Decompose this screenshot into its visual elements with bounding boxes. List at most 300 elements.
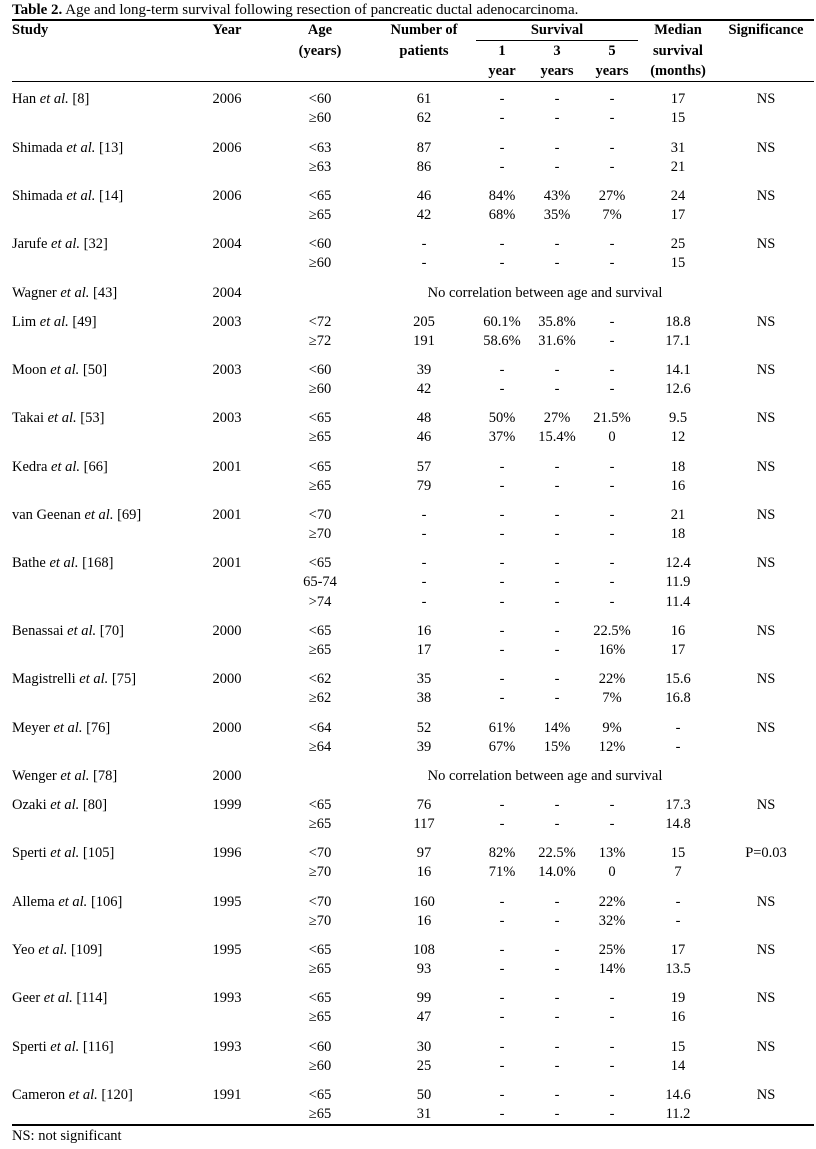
- study-et-al: et al.: [62, 188, 96, 204]
- cell-survival-3yr: -: [554, 507, 560, 523]
- study-name: [12, 767, 117, 785]
- cell-survival-5yr: -: [609, 797, 615, 813]
- study-year: 2006: [212, 188, 242, 204]
- cell-patients: 39: [416, 362, 432, 378]
- cell-age: <70: [308, 894, 332, 910]
- cell-survival-5yr: -: [609, 362, 615, 378]
- study-significance: NS: [756, 459, 776, 475]
- cell-survival-1yr: -: [499, 1058, 505, 1074]
- cell-patients: 108: [413, 942, 435, 958]
- cell-survival-1yr: 60.1%: [483, 314, 521, 330]
- header-3yr-unit: years: [540, 63, 574, 79]
- study-name: [12, 313, 97, 331]
- study-name: [12, 554, 114, 572]
- cell-survival-3yr: -: [554, 594, 560, 610]
- cell-median-survival: 11.4: [665, 594, 691, 610]
- cell-age: ≥60: [308, 1058, 332, 1074]
- cell-survival-1yr: 58.6%: [483, 333, 521, 349]
- cell-survival-3yr: 43%: [543, 188, 571, 204]
- cell-survival-3yr: -: [554, 1009, 560, 1025]
- cell-survival-5yr: -: [609, 526, 615, 542]
- study-reference: [53]: [76, 410, 105, 426]
- study-significance: NS: [756, 91, 776, 107]
- cell-survival-5yr: 0: [608, 429, 616, 445]
- study-reference: [109]: [67, 942, 103, 958]
- cell-age: ≥70: [308, 913, 332, 929]
- study-reference: [120]: [97, 1087, 133, 1103]
- study-et-al: et al.: [36, 314, 69, 330]
- cell-survival-3yr: -: [554, 555, 560, 571]
- cell-survival-3yr: -: [554, 1039, 560, 1055]
- study-year: 2003: [212, 410, 242, 426]
- study-significance: NS: [756, 990, 776, 1006]
- cell-survival-1yr: -: [499, 159, 505, 175]
- study-author: Wagner: [12, 285, 57, 301]
- cell-patients: 16: [416, 913, 432, 929]
- study-reference: [49]: [68, 314, 97, 330]
- header-age: Age: [307, 22, 333, 38]
- study-et-al: et al.: [46, 362, 80, 378]
- cell-median-survival: -: [675, 739, 681, 755]
- cell-median-survival: 17.3: [665, 797, 691, 813]
- cell-survival-3yr: 35%: [543, 207, 571, 223]
- study-author: Jarufe: [12, 236, 48, 252]
- cell-age: ≥60: [308, 255, 332, 271]
- cell-survival-1yr: 37%: [488, 429, 516, 445]
- study-author: Shimada: [12, 140, 63, 156]
- study-year: 2004: [212, 285, 242, 301]
- study-name: [12, 670, 136, 688]
- cell-age: ≥72: [308, 333, 332, 349]
- study-significance: NS: [756, 236, 776, 252]
- cell-survival-1yr: -: [499, 642, 505, 658]
- cell-age: ≥63: [308, 159, 332, 175]
- cell-survival-5yr: 22%: [598, 671, 626, 687]
- cell-survival-5yr: 0: [608, 864, 616, 880]
- study-author: Magistrelli: [12, 671, 76, 687]
- cell-survival-1yr: -: [499, 526, 505, 542]
- study-et-al: et al.: [65, 1087, 98, 1103]
- cell-survival-1yr: -: [499, 690, 505, 706]
- cell-survival-1yr: -: [499, 623, 505, 639]
- cell-median-survival: 17: [670, 91, 686, 107]
- cell-survival-5yr: -: [609, 1106, 615, 1122]
- cell-patients: 97: [416, 845, 432, 861]
- study-year: 2001: [212, 459, 242, 475]
- cell-survival-1yr: -: [499, 362, 505, 378]
- cell-survival-3yr: -: [554, 913, 560, 929]
- cell-survival-3yr: -: [554, 526, 560, 542]
- study-year: 2000: [212, 720, 242, 736]
- study-author: Cameron: [12, 1087, 66, 1103]
- cell-median-survival: 11.9: [665, 574, 691, 590]
- cell-survival-3yr: -: [554, 690, 560, 706]
- study-name: [12, 719, 110, 737]
- study-reference: [69]: [113, 507, 142, 523]
- cell-median-survival: 17: [670, 207, 686, 223]
- study-year: 2006: [212, 140, 242, 156]
- study-reference: [114]: [72, 990, 108, 1006]
- cell-survival-5yr: 14%: [598, 961, 626, 977]
- cell-patients: 87: [416, 140, 432, 156]
- cell-survival-1yr: 84%: [488, 188, 516, 204]
- cell-survival-3yr: 22.5%: [538, 845, 576, 861]
- cell-age: <65: [308, 1087, 332, 1103]
- header-survival: Survival: [530, 22, 584, 38]
- cell-survival-3yr: -: [554, 140, 560, 156]
- cell-survival-5yr: 32%: [598, 913, 626, 929]
- study-author: Yeo: [12, 942, 35, 958]
- cell-survival-1yr: 61%: [488, 720, 516, 736]
- cell-patients: 42: [416, 207, 432, 223]
- study-name: [12, 1038, 114, 1056]
- cell-survival-3yr: -: [554, 894, 560, 910]
- study-significance: NS: [756, 1087, 776, 1103]
- cell-survival-3yr: 15%: [543, 739, 571, 755]
- cell-age: ≥65: [308, 478, 332, 494]
- study-author: Bathe: [12, 555, 46, 571]
- cell-patients: -: [421, 526, 427, 542]
- cell-median-survival: 21: [670, 159, 686, 175]
- study-reference: [32]: [80, 236, 108, 252]
- study-author: Geer: [12, 990, 41, 1006]
- study-author: Meyer: [12, 720, 50, 736]
- cell-survival-1yr: -: [499, 110, 505, 126]
- cell-survival-1yr: -: [499, 594, 505, 610]
- cell-survival-3yr: 15.4%: [538, 429, 576, 445]
- cell-patients: -: [421, 574, 427, 590]
- cell-median-survival: 18: [670, 459, 686, 475]
- study-name: [12, 893, 122, 911]
- study-name: [12, 235, 108, 253]
- cell-median-survival: 25: [670, 236, 686, 252]
- header-3yr: 3: [553, 43, 561, 59]
- cell-patients: 35: [416, 671, 432, 687]
- cell-survival-1yr: -: [499, 236, 505, 252]
- cell-survival-5yr: -: [609, 594, 615, 610]
- header-5yr: 5: [608, 43, 616, 59]
- cell-survival-5yr: 12%: [598, 739, 626, 755]
- cell-survival-3yr: -: [554, 797, 560, 813]
- cell-median-survival: 14.6: [665, 1087, 691, 1103]
- cell-age: <62: [308, 671, 332, 687]
- study-et-al: et al.: [46, 797, 80, 813]
- study-reference: [78]: [89, 768, 118, 784]
- study-name: [12, 796, 107, 814]
- table-label: Table 2.: [12, 2, 63, 18]
- study-author: Benassai: [12, 623, 64, 639]
- cell-age: ≥70: [308, 864, 332, 880]
- study-et-al: et al.: [75, 671, 109, 687]
- header-number: Number of: [390, 22, 458, 38]
- cell-median-survival: 21: [670, 507, 686, 523]
- cell-survival-3yr: -: [554, 478, 560, 494]
- cell-survival-3yr: -: [554, 236, 560, 252]
- study-year: 1995: [212, 942, 242, 958]
- cell-survival-1yr: -: [499, 574, 505, 590]
- cell-survival-3yr: -: [554, 381, 560, 397]
- cell-survival-3yr: -: [554, 642, 560, 658]
- cell-median-survival: -: [675, 913, 681, 929]
- cell-patients: -: [421, 594, 427, 610]
- cell-patients: 25: [416, 1058, 432, 1074]
- cell-survival-3yr: 27%: [543, 410, 571, 426]
- cell-survival-5yr: -: [609, 91, 615, 107]
- cell-survival-1yr: -: [499, 816, 505, 832]
- study-author: Shimada: [12, 188, 63, 204]
- study-reference: [43]: [89, 285, 118, 301]
- cell-age: <72: [308, 314, 332, 330]
- study-year: 2001: [212, 555, 242, 571]
- study-et-al: et al.: [49, 720, 83, 736]
- cell-survival-1yr: -: [499, 797, 505, 813]
- cell-median-survival: 14.1: [665, 362, 691, 378]
- cell-patients: 17: [416, 642, 432, 658]
- cell-survival-5yr: -: [609, 140, 615, 156]
- cell-age: ≥65: [308, 207, 332, 223]
- study-name: [12, 1086, 133, 1104]
- study-reference: [50]: [79, 362, 108, 378]
- cell-patients: 47: [416, 1009, 432, 1025]
- study-significance: NS: [756, 720, 776, 736]
- cell-median-survival: 13.5: [665, 961, 691, 977]
- study-author: Sperti: [12, 1039, 47, 1055]
- study-significance: NS: [756, 410, 776, 426]
- study-et-al: et al.: [56, 768, 90, 784]
- cell-survival-5yr: -: [609, 1039, 615, 1055]
- study-year: 2006: [212, 91, 242, 107]
- cell-survival-5yr: 9%: [602, 720, 622, 736]
- study-et-al: et al.: [40, 990, 73, 1006]
- cell-median-survival: 31: [670, 140, 686, 156]
- cell-survival-3yr: -: [554, 1058, 560, 1074]
- cell-survival-5yr: 25%: [598, 942, 626, 958]
- cell-survival-1yr: -: [499, 381, 505, 397]
- cell-survival-3yr: -: [554, 574, 560, 590]
- cell-age: ≥60: [308, 381, 332, 397]
- cell-age: <65: [308, 555, 332, 571]
- cell-survival-3yr: 14.0%: [538, 864, 576, 880]
- study-year: 1996: [212, 845, 242, 861]
- study-et-al: et al.: [54, 894, 88, 910]
- header-rule: [12, 81, 814, 82]
- header-patients: patients: [399, 43, 449, 59]
- study-reference: [116]: [79, 1039, 114, 1055]
- study-name: [12, 361, 107, 379]
- cell-age: <65: [308, 990, 332, 1006]
- cell-age: ≥60: [308, 110, 332, 126]
- study-author: Wenger: [12, 768, 57, 784]
- cell-age: <65: [308, 459, 332, 475]
- cell-survival-3yr: -: [554, 1106, 560, 1122]
- cell-patients: 38: [416, 690, 432, 706]
- cell-survival-3yr: -: [554, 990, 560, 1006]
- cell-survival-5yr: -: [609, 1009, 615, 1025]
- cell-survival-5yr: 22%: [598, 894, 626, 910]
- study-reference: [75]: [108, 671, 137, 687]
- cell-survival-3yr: 35.8%: [538, 314, 576, 330]
- study-name: [12, 409, 104, 427]
- cell-survival-3yr: -: [554, 623, 560, 639]
- cell-age: <65: [308, 410, 332, 426]
- cell-survival-1yr: -: [499, 894, 505, 910]
- cell-patients: 205: [413, 314, 435, 330]
- cell-survival-5yr: -: [609, 990, 615, 1006]
- cell-patients: 76: [416, 797, 432, 813]
- study-year: 2000: [212, 671, 242, 687]
- study-reference: [70]: [96, 623, 124, 639]
- cell-median-survival: 12.6: [665, 381, 691, 397]
- study-significance: P=0.03: [745, 845, 787, 861]
- cell-patients: 93: [416, 961, 432, 977]
- header-median-survival: survival: [653, 43, 703, 59]
- cell-median-survival: 18: [670, 526, 686, 542]
- cell-median-survival: 9.5: [668, 410, 688, 426]
- study-reference: [14]: [95, 188, 124, 204]
- cell-median-survival: 14: [670, 1058, 686, 1074]
- study-significance: NS: [756, 555, 776, 571]
- cell-age: ≥65: [308, 961, 332, 977]
- study-name: [12, 506, 141, 524]
- study-author: Kedra: [12, 459, 48, 475]
- study-author: Han: [12, 91, 37, 107]
- cell-survival-3yr: -: [554, 255, 560, 271]
- cell-survival-5yr: -: [609, 314, 615, 330]
- study-et-al: et al.: [36, 91, 69, 107]
- study-reference: [168]: [78, 555, 114, 571]
- study-name: [12, 284, 117, 302]
- cell-median-survival: 17.1: [665, 333, 691, 349]
- study-name: [12, 844, 114, 862]
- cell-age: ≥65: [308, 429, 332, 445]
- study-author: Allema: [12, 894, 55, 910]
- cell-patients: 50: [416, 1087, 432, 1103]
- cell-median-survival: 19: [670, 990, 686, 1006]
- header-1yr-unit: year: [488, 63, 516, 79]
- study-author: Sperti: [12, 845, 47, 861]
- study-year: 1993: [212, 1039, 242, 1055]
- cell-survival-3yr: -: [554, 459, 560, 475]
- cell-survival-1yr: -: [499, 671, 505, 687]
- cell-patients: 16: [416, 864, 432, 880]
- cell-patients: 62: [416, 110, 432, 126]
- study-author: Moon: [12, 362, 47, 378]
- study-reference: [80]: [79, 797, 108, 813]
- study-significance: NS: [756, 507, 776, 523]
- study-reference: [8]: [68, 91, 90, 107]
- cell-patients: 117: [413, 816, 435, 832]
- study-year: 2000: [212, 768, 242, 784]
- study-et-al: et al.: [80, 507, 114, 523]
- cell-patients: 160: [413, 894, 435, 910]
- cell-median-survival: 7: [674, 864, 682, 880]
- study-et-al: et al.: [34, 942, 68, 958]
- cell-patients: 31: [416, 1106, 432, 1122]
- cell-survival-3yr: -: [554, 110, 560, 126]
- cell-patients: -: [421, 507, 427, 523]
- cell-survival-1yr: -: [499, 1106, 505, 1122]
- cell-survival-5yr: -: [609, 255, 615, 271]
- cell-patients: -: [421, 555, 427, 571]
- cell-patients: 61: [416, 91, 432, 107]
- cell-survival-1yr: 67%: [488, 739, 516, 755]
- cell-patients: 57: [416, 459, 432, 475]
- study-name: [12, 458, 108, 476]
- study-et-al: et al.: [62, 140, 96, 156]
- study-year: 2000: [212, 623, 242, 639]
- cell-survival-5yr: 21.5%: [593, 410, 631, 426]
- cell-median-survival: 14.8: [665, 816, 691, 832]
- study-author: Ozaki: [12, 797, 47, 813]
- cell-median-survival: 24: [670, 188, 686, 204]
- cell-survival-5yr: -: [609, 1087, 615, 1103]
- study-year: 2003: [212, 362, 242, 378]
- cell-survival-3yr: -: [554, 671, 560, 687]
- cell-age: <60: [308, 362, 332, 378]
- cell-age: <64: [308, 720, 332, 736]
- cell-survival-3yr: -: [554, 942, 560, 958]
- cell-survival-1yr: -: [499, 140, 505, 156]
- study-et-al: et al.: [45, 555, 79, 571]
- cell-age: 65-74: [303, 574, 337, 590]
- cell-survival-1yr: -: [499, 255, 505, 271]
- cell-survival-1yr: -: [499, 942, 505, 958]
- cell-survival-1yr: 68%: [488, 207, 516, 223]
- study-name: [12, 90, 89, 108]
- cell-survival-1yr: -: [499, 507, 505, 523]
- cell-survival-1yr: 71%: [488, 864, 516, 880]
- cell-median-survival: 17: [670, 642, 686, 658]
- study-reference: [66]: [80, 459, 108, 475]
- cell-age: ≥65: [308, 1009, 332, 1025]
- cell-age: <70: [308, 507, 332, 523]
- cell-age: <60: [308, 1039, 332, 1055]
- study-significance: NS: [756, 671, 776, 687]
- cell-survival-3yr: -: [554, 362, 560, 378]
- cell-median-survival: 16: [670, 1009, 686, 1025]
- cell-survival-5yr: -: [609, 459, 615, 475]
- study-year: 1993: [212, 990, 242, 1006]
- cell-median-survival: 16: [670, 623, 686, 639]
- study-et-al: et al.: [44, 410, 77, 426]
- cell-survival-5yr: -: [609, 381, 615, 397]
- study-name: [12, 139, 123, 157]
- cell-patients: 48: [416, 410, 432, 426]
- table-caption: [12, 2, 812, 19]
- cell-median-survival: 18.8: [665, 314, 691, 330]
- cell-survival-1yr: -: [499, 555, 505, 571]
- cell-age: >74: [308, 594, 332, 610]
- header-1yr: 1: [498, 43, 506, 59]
- cell-survival-5yr: 13%: [598, 845, 626, 861]
- study-et-al: et al.: [46, 1039, 80, 1055]
- cell-patients: -: [421, 255, 427, 271]
- header-median: Median: [654, 22, 702, 38]
- cell-survival-3yr: 14%: [543, 720, 571, 736]
- header-study: Study: [12, 22, 49, 38]
- study-name: [12, 187, 123, 205]
- cell-age: <60: [308, 236, 332, 252]
- cell-survival-5yr: -: [609, 507, 615, 523]
- cell-age: <65: [308, 623, 332, 639]
- survival-rule: [476, 40, 638, 41]
- cell-patients: 79: [416, 478, 432, 494]
- cell-median-survival: 12.4: [665, 555, 691, 571]
- study-note: No correlation between age and survival: [427, 285, 663, 301]
- cell-age: <65: [308, 188, 332, 204]
- study-author: Lim: [12, 314, 37, 330]
- cell-age: <65: [308, 797, 332, 813]
